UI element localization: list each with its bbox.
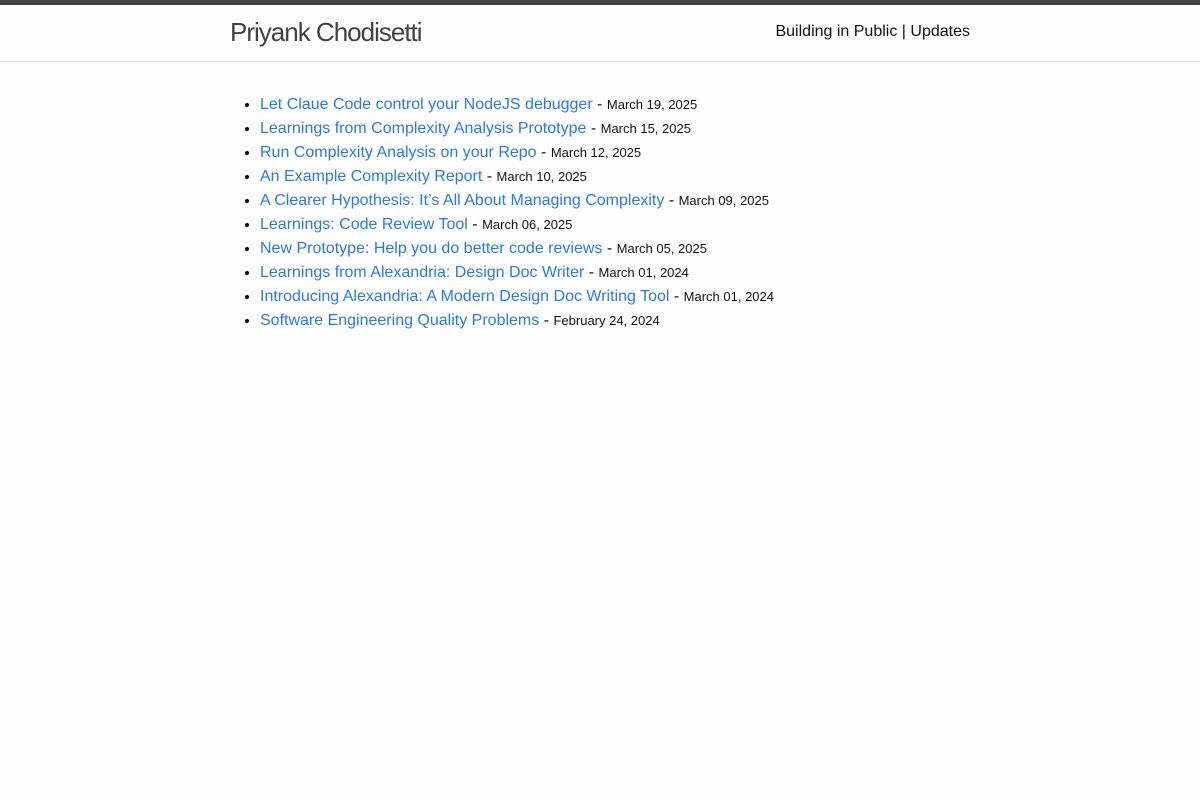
date-separator: - (486, 168, 493, 185)
list-item (260, 213, 970, 237)
post-date: March 12, 2025 (550, 145, 642, 160)
date-separator: - (472, 216, 478, 233)
date-separator: - (673, 288, 680, 305)
post-link[interactable]: Learnings from Complexity Analysis Prototype (260, 120, 587, 137)
date-separator: - (588, 264, 595, 281)
list-item (260, 237, 970, 261)
date-separator: - (541, 144, 547, 161)
site-nav (775, 22, 970, 42)
post-link[interactable]: Software Engineering Quality Problems (260, 312, 540, 329)
main-content (230, 93, 970, 333)
date-separator: - (543, 312, 550, 329)
post-date: March 05, 2025 (616, 241, 707, 256)
post-link[interactable]: Run Complexity Analysis on your Repo (260, 144, 537, 161)
post-link[interactable]: An Example Complexity Report (260, 168, 483, 185)
site-title[interactable]: Priyank Chodisetti (230, 17, 422, 47)
post-date: March 01, 2024 (598, 265, 689, 280)
list-item (260, 309, 970, 333)
list-item (260, 93, 970, 117)
post-date: February 24, 2024 (553, 313, 660, 328)
post-date: March 10, 2025 (496, 169, 587, 184)
post-link[interactable]: Learnings: Code Review Tool (260, 216, 468, 233)
list-item (260, 261, 970, 285)
post-date: March 01, 2024 (683, 289, 774, 304)
list-item (260, 189, 970, 213)
list-item (260, 165, 970, 189)
post-date: March 09, 2025 (678, 193, 769, 208)
date-separator: - (597, 96, 603, 113)
nav-separator: | (901, 23, 906, 40)
date-separator: - (668, 192, 675, 209)
date-separator: - (590, 120, 597, 137)
post-list (230, 93, 970, 333)
post-link[interactable]: Introducing Alexandria: A Modern Design Doc Writing Tool (260, 288, 670, 305)
nav-link-updates[interactable]: Updates (910, 23, 970, 40)
list-item (260, 117, 970, 141)
post-link[interactable]: Learnings from Alexandria: Design Doc Writer (260, 264, 585, 281)
list-item (260, 285, 970, 309)
list-item (260, 141, 970, 165)
post-link[interactable]: Let Claue Code control your NodeJS debugger (260, 96, 593, 113)
post-date: March 15, 2025 (600, 121, 691, 136)
post-link[interactable]: New Prototype: Help you do better code reviews (260, 240, 603, 257)
site-header (0, 5, 1200, 62)
post-date: March 19, 2025 (606, 97, 698, 112)
post-link[interactable]: A Clearer Hypothesis: It’s All About Managing Complexity (260, 192, 665, 209)
post-date: March 06, 2025 (482, 217, 573, 232)
date-separator: - (606, 240, 613, 257)
nav-link-building-in-public[interactable]: Building in Public (775, 23, 898, 40)
